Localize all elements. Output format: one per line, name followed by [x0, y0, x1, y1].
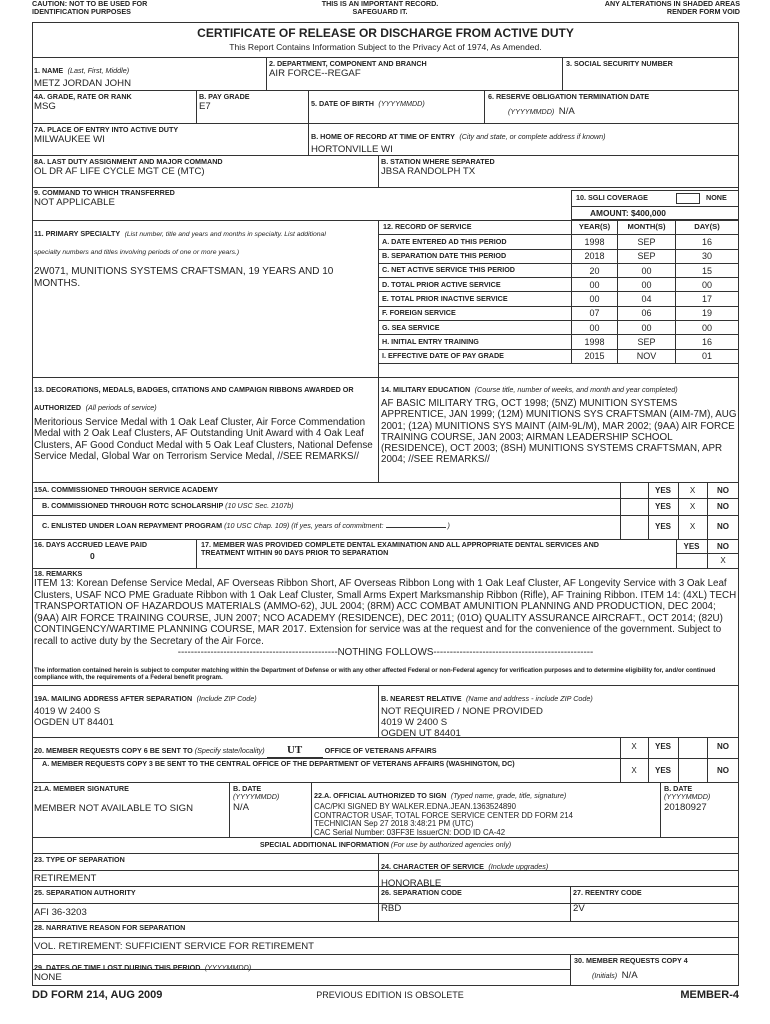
- 20a-no[interactable]: NO: [717, 766, 729, 775]
- 15b-yes[interactable]: YES: [654, 502, 671, 511]
- field-4a-grade: 4A. GRADE, RATE OR RANK MSG: [34, 92, 132, 113]
- field-7b-home-of-record: B. HOME OF RECORD AT TIME OF ENTRY (City and state, or complete address if known) HORTONVILLE WI: [308, 123, 739, 155]
- 20a-mark: X: [631, 766, 637, 775]
- field-28-narrative: 28. NARRATIVE REASON FOR SEPARATION: [34, 923, 186, 932]
- field-27-reentry-code: 27. REENTRY CODE 2V: [570, 886, 739, 921]
- field-3-ssn: 3. SOCIAL SECURITY NUMBER: [562, 57, 739, 90]
- 15c-no[interactable]: NO: [717, 522, 729, 531]
- field-11-primary-specialty: 11. PRIMARY SPECIALTY (List number, title and years and months in specialty. List additional specialty numbers and titles involving periods of one or more years.) 2W071, MUNITIONS SYSTEMS CRAFTSMAN, 19 YEARS AND 10 MONTHS.: [34, 229, 334, 289]
- caution-notice: CAUTION: NOT TO BE USED FOR IDENTIFICATION PURPOSES: [32, 0, 148, 17]
- 20-yes[interactable]: YES: [654, 742, 671, 751]
- field-23-type-of-separation: 23. TYPE OF SEPARATION RETIREMENT: [34, 855, 125, 884]
- field-17-dental: 17. MEMBER WAS PROVIDED COMPLETE DENTAL EXAMINATION AND ALL APPROPRIATE DENTAL SERVICES AND TREATMENT WITHIN 90 DAYS PRIOR TO SEPARATION: [196, 539, 676, 568]
- 20a-yes[interactable]: YES: [654, 766, 671, 775]
- field-2-department: 2. DEPARTMENT, COMPONENT AND BRANCH AIR FORCE--REGAF: [266, 57, 562, 90]
- 15b-no[interactable]: NO: [717, 502, 729, 511]
- field-10-sgli: 10. SGLI COVERAGE NONE AMOUNT: $400,000: [571, 190, 739, 220]
- table-row: C. NET ACTIVE SERVICE THIS PERIOD 20 00 15: [379, 263, 739, 277]
- sgli-none-checkbox[interactable]: [676, 193, 700, 204]
- 15c-mark: X: [689, 522, 696, 531]
- 15b-mark: X: [689, 502, 696, 511]
- obsolete-notice: PREVIOUS EDITION IS OBSOLETE: [316, 990, 464, 1000]
- 15a-yes[interactable]: YES: [654, 486, 671, 495]
- field-8b-station: B. STATION WHERE SEPARATED JBSA RANDOLPH TX: [378, 155, 739, 187]
- 15c-yes[interactable]: YES: [654, 522, 671, 531]
- field-8a-last-duty: 8A. LAST DUTY ASSIGNMENT AND MAJOR COMMAND OL DR AF LIFE CYCLE MGT CE (MTC): [34, 157, 223, 178]
- form-number: DD FORM 214, AUG 2009: [32, 989, 163, 1001]
- table-row: H. INITIAL ENTRY TRAINING 1998 SEP 16: [379, 335, 739, 349]
- 15a-no[interactable]: NO: [717, 486, 729, 495]
- field-24-character: 24. CHARACTER OF SERVICE (Include upgrades) HONORABLE: [378, 853, 739, 886]
- sgli-amount: $400,000: [630, 208, 666, 218]
- field-15a: 15A. COMMISSIONED THROUGH SERVICE ACADEMY: [34, 485, 219, 494]
- table-row: D. TOTAL PRIOR ACTIVE SERVICE 00 00 00: [379, 278, 739, 292]
- field-4b-paygrade: B. PAY GRADE E7: [196, 90, 308, 123]
- alterations-notice: ANY ALTERATIONS IN SHADED AREAS RENDER FORM VOID: [604, 0, 740, 17]
- privacy-computer-matching-note: The information contained herein is subject to computer matching within the Department of Defense or with any other affected Federal or non-Federal agency for verification purposes and to determine eligibility for, and/or continued compliance with, the requirements of a Federal benefit program.: [34, 667, 716, 682]
- narrative-value: VOL. RETIREMENT: SUFFICIENT SERVICE FOR RETIREMENT: [34, 941, 315, 952]
- field-9-command: 9. COMMAND TO WHICH TRANSFERRED NOT APPLICABLE: [34, 188, 175, 209]
- field-14-military-education: 14. MILITARY EDUCATION (Course title, number of weeks, and month and year completed) AF BASIC MILITARY TRG, OCT 1998; (5NZ) MUNITION SYSTEMS APPRENTICE, JAN 1999; (12M) MUNITIONS SYS CRAFTSMAN (AIM-7M), AUG 2001; (12A) MUNITIONS SYS MAINT (AIM-9L/M), MAR 2002; (9AA) AIR FORCE TRAINING COURSE, JAN 2003; AIRMAN LEADERSHIP SCHOOL (RESIDENCE), OCT 2003; (8SH) MUNITIONS SYSTEMS CRAFTSMAN, APR 2004; //SEE REMARKS//: [378, 377, 739, 482]
- field-19b-nearest-relative: B. NEAREST RELATIVE (Name and address - include ZIP Code) NOT REQUIRED / NONE PROVIDED 4019 W 2400 S OGDEN UT 84401: [378, 685, 739, 737]
- name-value: METZ JORDAN JOHN: [34, 78, 132, 89]
- copy-designation: MEMBER-4: [680, 989, 739, 1001]
- field-5-dob: 5. DATE OF BIRTH (YYYYMMDD): [308, 90, 484, 123]
- important-record-notice: THIS IS AN IMPORTANT RECORD. SAFEGUARD IT.: [321, 0, 439, 17]
- field-1-name: 1. NAME (Last, First, Middle) METZ JORDAN JOHN: [34, 60, 264, 89]
- privacy-subtitle: This Report Contains Information Subject to the Privacy Act of 1974, As Amended.: [229, 42, 542, 52]
- 15a-mark: X: [689, 486, 696, 495]
- record-of-service-table: YEAR(S) MONTH(S) DAY(S) A. DATE ENTERED AD THIS PERIOD 1998 SEP 16 B. SEPARATION DATE THIS PERIOD 2018 SEP 30 C. NET ACTIVE SERVICE THIS PERIOD 20 00 15 D. TOTAL PRIOR ACTIVE SERVICE 00 00 00 E. TOTAL PRIOR INACTIVE SERVICE 00 04 17 F. FOREIGN SERVICE 07 06 19 G. SEA SERVICE 00 00 00 H. INITIAL ENTRY TRAINING 1998 SEP 16 I. EFFECTIVE DATE OF PAY GRADE 2015 NOV 01: [378, 220, 739, 364]
- 20-no[interactable]: NO: [717, 742, 729, 751]
- field-26-separation-code: 26. SEPARATION CODE RBD: [378, 886, 570, 921]
- field-21a-signature: 21.A. MEMBER SIGNATURE MEMBER NOT AVAILABLE TO SIGN: [34, 784, 194, 815]
- table-row: F. FOREIGN SERVICE 07 06 19: [379, 306, 739, 320]
- table-row: G. SEA SERVICE 00 00 00: [379, 321, 739, 335]
- table-row: B. SEPARATION DATE THIS PERIOD 2018 SEP 30: [379, 249, 739, 263]
- authority-value: AFI 36-3203: [34, 907, 87, 918]
- field-16-leave: 16. DAYS ACCRUED LEAVE PAID 0: [34, 540, 148, 561]
- table-row: I. EFFECTIVE DATE OF PAY GRADE 2015 NOV 01: [379, 349, 739, 363]
- field-15b: B. COMMISSIONED THROUGH ROTC SCHOLARSHIP (10 USC Sec. 2107b): [42, 501, 294, 510]
- field-29-time-lost: 29. DATES OF TIME LOST DURING THIS PERIOD (YYYYMMDD): [34, 963, 252, 972]
- field-12-record-of-service: 12. RECORD OF SERVICE: [378, 220, 739, 377]
- field-19a-mailing-address: 19A. MAILING ADDRESS AFTER SEPARATION (Include ZIP Code) 4019 W 2400 S OGDEN UT 84401: [34, 694, 257, 729]
- time-lost-value: NONE: [34, 972, 62, 983]
- field-22b-date: B. DATE (YYYYMMDD) 20180927: [660, 782, 739, 837]
- field-20a-copy3: A. MEMBER REQUESTS COPY 3 BE SENT TO THE CENTRAL OFFICE OF THE DEPARTMENT OF VETERANS AFFAIRS (WASHINGTON, DC): [42, 759, 515, 768]
- field-6-reserve-obligation: 6. RESERVE OBLIGATION TERMINATION DATE (YYYYMMDD) N/A: [484, 90, 739, 123]
- 17-yes[interactable]: YES: [683, 542, 700, 551]
- field-15c: C. ENLISTED UNDER LOAN REPAYMENT PROGRAM (10 USC Chap. 109) (If yes, years of commitment: ): [42, 521, 450, 530]
- field-25-authority: 25. SEPARATION AUTHORITY: [34, 888, 136, 897]
- table-row: A. DATE ENTERED AD THIS PERIOD 1998 SEP 16: [379, 235, 739, 249]
- field-13-decorations: 13. DECORATIONS, MEDALS, BADGES, CITATIONS AND CAMPAIGN RIBBONS AWARDED OR AUTHORIZED (All periods of service) Meritorious Service Medal with 1 Oak Leaf Cluster, Air Force Commendation Medal with 2 Oak Leaf Clusters, AF Outstanding Unit Award with 4 Oak Leaf Clusters, AF Good Conduct Medal with 5 Oak Leaf Clusters, National Defense Service Medal, Global War on Terrorism Service Medal, //SEE REMARKS//: [34, 385, 373, 462]
- copy6-state: UT: [267, 744, 323, 758]
- special-info-header: SPECIAL ADDITIONAL INFORMATION (For use by authorized agencies only): [259, 840, 512, 849]
- field-21b-date: B. DATE (YYYYMMDD) N/A: [229, 782, 311, 837]
- field-18-remarks: 18. REMARKS ITEM 13: Korean Defense Service Medal, AF Overseas Ribbon Short, AF Overseas Ribbon Long with 1 Oak Leaf Cluster, AF Longevity Service with 3 Oak Leaf Clusters, USAF NCO PME Graduate Ribbon with 1 Oak Leaf Cluster, Small Arms Expert Marksmanship Ribbon (Rifle), AF Training Ribbon. ITEM 14: (4XL) TECH TRANSPORTATION OF HAZARDOUS MATERIALS (AMMO-62), JUL 2004; (8RM) ACC COMBAT AMUNITION PLANNING AND PRODUCTION, DEC 2004; (9AA) AIR FORCE TRAINING COURSE, JUN 2007; NCO ACADEMY (RESIDENCE), DEC 2011; (01O) QUALITY ASSURANCE AIRCRAFT., OCT 2014; (82U) CONTINGENCY/WARTIME PLANNING COURSE, MAR 2017. Extension for service was at the request and for the convenience of the government. Subject to recall to active duty by the Secretary of the Air Force. -------------------------------------------------NOTHING FOLLOWS-------------------------------------------------: [34, 569, 737, 658]
- table-row: E. TOTAL PRIOR INACTIVE SERVICE 00 04 17: [379, 292, 739, 306]
- field-22a-official: 22.A. OFFICIAL AUTHORIZED TO SIGN (Typed name, grade, title, signature) CAC/PKI SIGNED BY WALKER.EDNA.JEAN.1363524890 CONTRACTOR USAF, TOTAL FORCE SERVICE CENTER DD FORM 214 TECHNICIAN Sep 27 2018 3:48:21 PM (UTC) CAC Serial Number: 03FF3E IssuerCN: DOD ID CA-42: [311, 782, 660, 837]
- field-20-copy6: 20. MEMBER REQUESTS COPY 6 BE SENT TO (Specify state/locality) UT OFFICE OF VETERANS AFFAIRS: [34, 744, 437, 756]
- field-7a-place-of-entry: 7A. PLACE OF ENTRY INTO ACTIVE DUTY MILWAUKEE WI: [34, 125, 179, 146]
- form-title: CERTIFICATE OF RELEASE OR DISCHARGE FROM ACTIVE DUTY: [197, 26, 574, 40]
- field-30-copy4: 30. MEMBER REQUESTS COPY 4 (Initials) N/A: [570, 954, 739, 986]
- 20-mark: X: [631, 742, 637, 751]
- 17-mark: X: [720, 556, 726, 565]
- 17-no[interactable]: NO: [717, 542, 729, 551]
